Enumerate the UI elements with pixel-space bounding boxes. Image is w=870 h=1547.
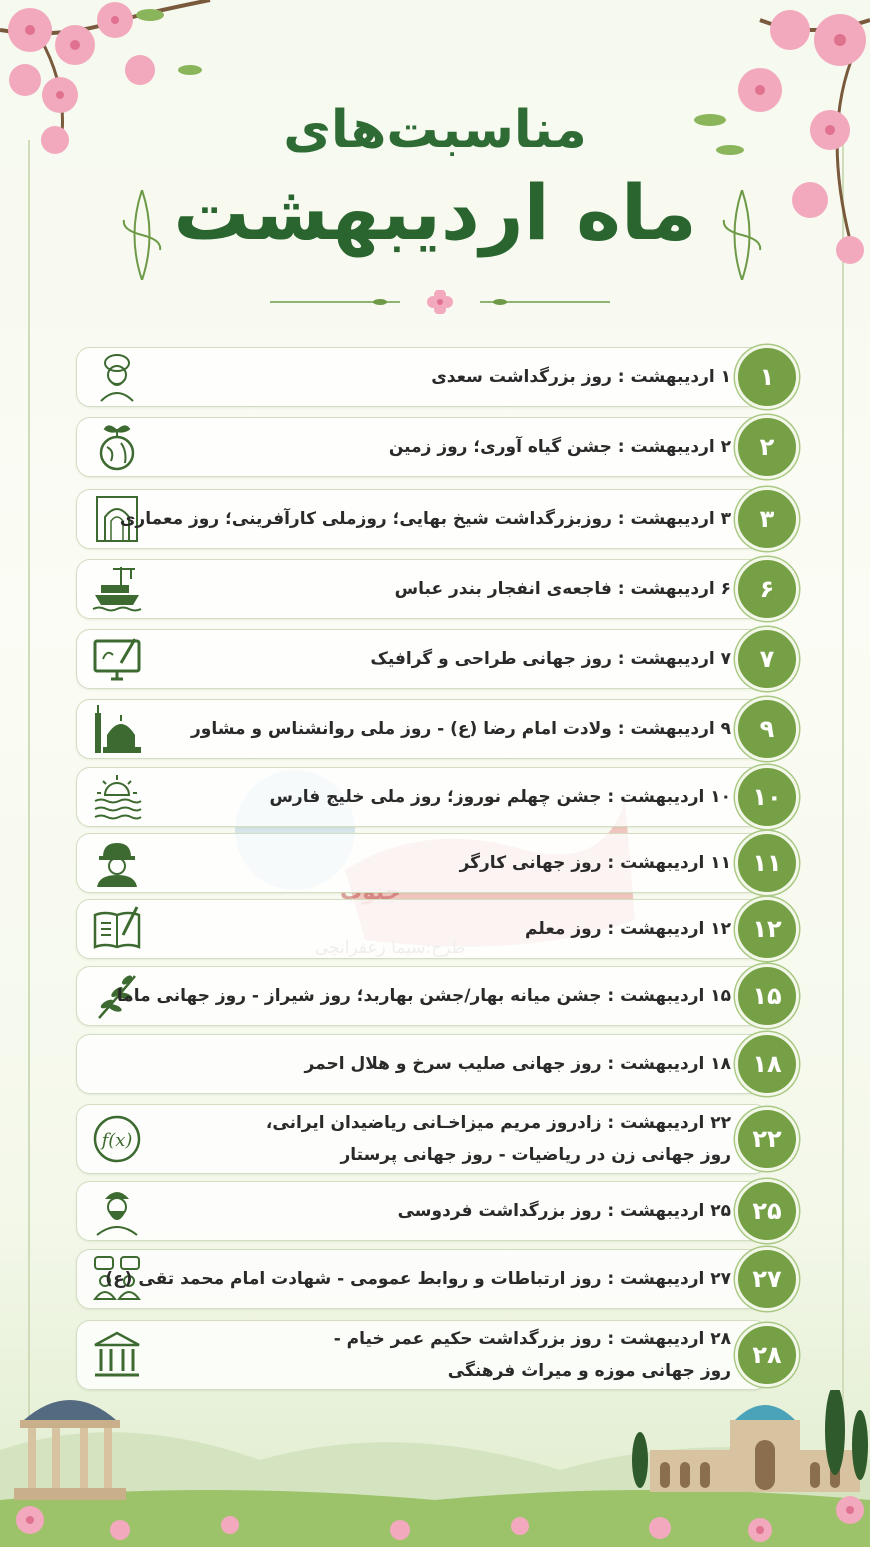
list-item [76,699,775,759]
day-badge: ۲۲ [735,1107,799,1171]
item-text: ۲ اردیبهشت : جشن گیاه آوری؛ روز زمین [388,437,731,457]
item-text: ۱ اردیبهشت : روز بزرگداشت سعدی [431,367,731,387]
ornament-left-icon [122,190,162,280]
poet-portrait-icon [91,351,143,403]
list-item [76,1249,782,1309]
item-text: ۱۱ اردیبهشت : روز جهانی کارگر [459,853,731,873]
blossom-branch-top-left [0,0,230,190]
item-text-line1: ۲۸ اردیبهشت : روز بزرگداشت حکیم عمر خیام - [333,1329,731,1349]
title-line-2: ماه اردیبهشت [173,168,697,257]
list-item [76,1320,782,1390]
museum-icon [91,1329,143,1381]
item-text [161,1323,731,1387]
item-text [161,1107,731,1171]
item-text: ۱۸ اردیبهشت : روز جهانی صلیب سرخ و هلال احمر [304,1054,731,1074]
list-item [76,559,775,619]
item-text-line2: روز جهانی موزه و میراث فرهنگی [447,1361,731,1381]
day-badge: ۲۵ [735,1179,799,1243]
list-item [76,347,775,407]
svg-text:f(x): f(x) [101,1130,133,1151]
worker-icon [91,837,143,889]
ornament-right-icon [722,190,762,280]
list-item [76,417,775,477]
list-item [76,489,775,549]
day-badge: ۱۰ [735,765,799,829]
day-badge: ۱۵ [735,964,799,1028]
day-badge: ۱۱ [735,831,799,895]
day-badge: ۷ [735,627,799,691]
list-item [76,833,782,893]
landscape-illustration [0,1390,870,1547]
day-badge: ۱ [735,345,799,409]
day-badge: ۲۸ [735,1323,799,1387]
day-badge: ۲۷ [735,1247,799,1311]
ferdowsi-portrait-icon [91,1185,143,1237]
title-divider-icon [270,290,610,314]
mosque-icon [91,703,143,755]
function-fx-icon [91,1113,143,1165]
sun-sea-icon [91,771,143,823]
item-text: ۶ اردیبهشت : فاجعه‌ی انفجار بندر عباس [394,579,731,599]
day-badge: ۶ [735,557,799,621]
design-monitor-icon [91,633,143,685]
earth-plant-icon [91,421,143,473]
item-text: ۱۵ اردیبهشت : جشن میانه بهار/جشن بهاربد؛ روز شیراز - روز جهانی ماما [116,986,731,1006]
item-text: ۱۰ اردیبهشت : جشن چهلم نوروز؛ روز ملی خلیج فارس [269,787,731,807]
day-badge: ۱۲ [735,897,799,961]
book-pen-icon [91,903,143,955]
item-text: ۲۵ اردیبهشت : روز بزرگداشت فردوسی [397,1201,731,1221]
item-text: ۹ اردیبهشت : ولادت امام رضا (ع) - روز ملی روانشناس و مشاور [191,719,731,739]
list-item [76,767,782,827]
list-item [76,629,775,689]
day-badge: ۱۸ [735,1032,799,1096]
item-text-line2: روز جهانی زن در ریاضیات - روز جهانی پرستار [340,1145,731,1165]
crescent-icon [91,1038,143,1090]
day-badge: ۳ [735,487,799,551]
list-item [76,1104,782,1174]
list-item [76,966,782,1026]
item-text: ۷ اردیبهشت : روز جهانی طراحی و گرافیک [370,649,731,669]
day-badge: ۹ [735,697,799,761]
list-item [76,1034,782,1094]
item-text: ۱۲ اردیبهشت : روز معلم [525,919,731,939]
item-text-line1: ۲۲ اردیبهشت : زادروز مریم میزاخـانی ریاضیدان ایرانی، [265,1113,731,1133]
day-badge: ۲ [735,415,799,479]
item-text: ۳ اردیبهشت : روزبزرگداشت شیخ بهایی؛ روزملی کارآفرینی؛ روز معماری [119,509,731,529]
item-text: ۲۷ اردیبهشت : روز ارتباطات و روابط عمومی - شهادت امام محمد تقی (ع) [105,1269,731,1289]
list-item [76,1181,782,1241]
port-ship-icon [91,563,143,615]
title-line-1: مناسبت‌های [283,100,587,160]
list-item [76,899,782,959]
